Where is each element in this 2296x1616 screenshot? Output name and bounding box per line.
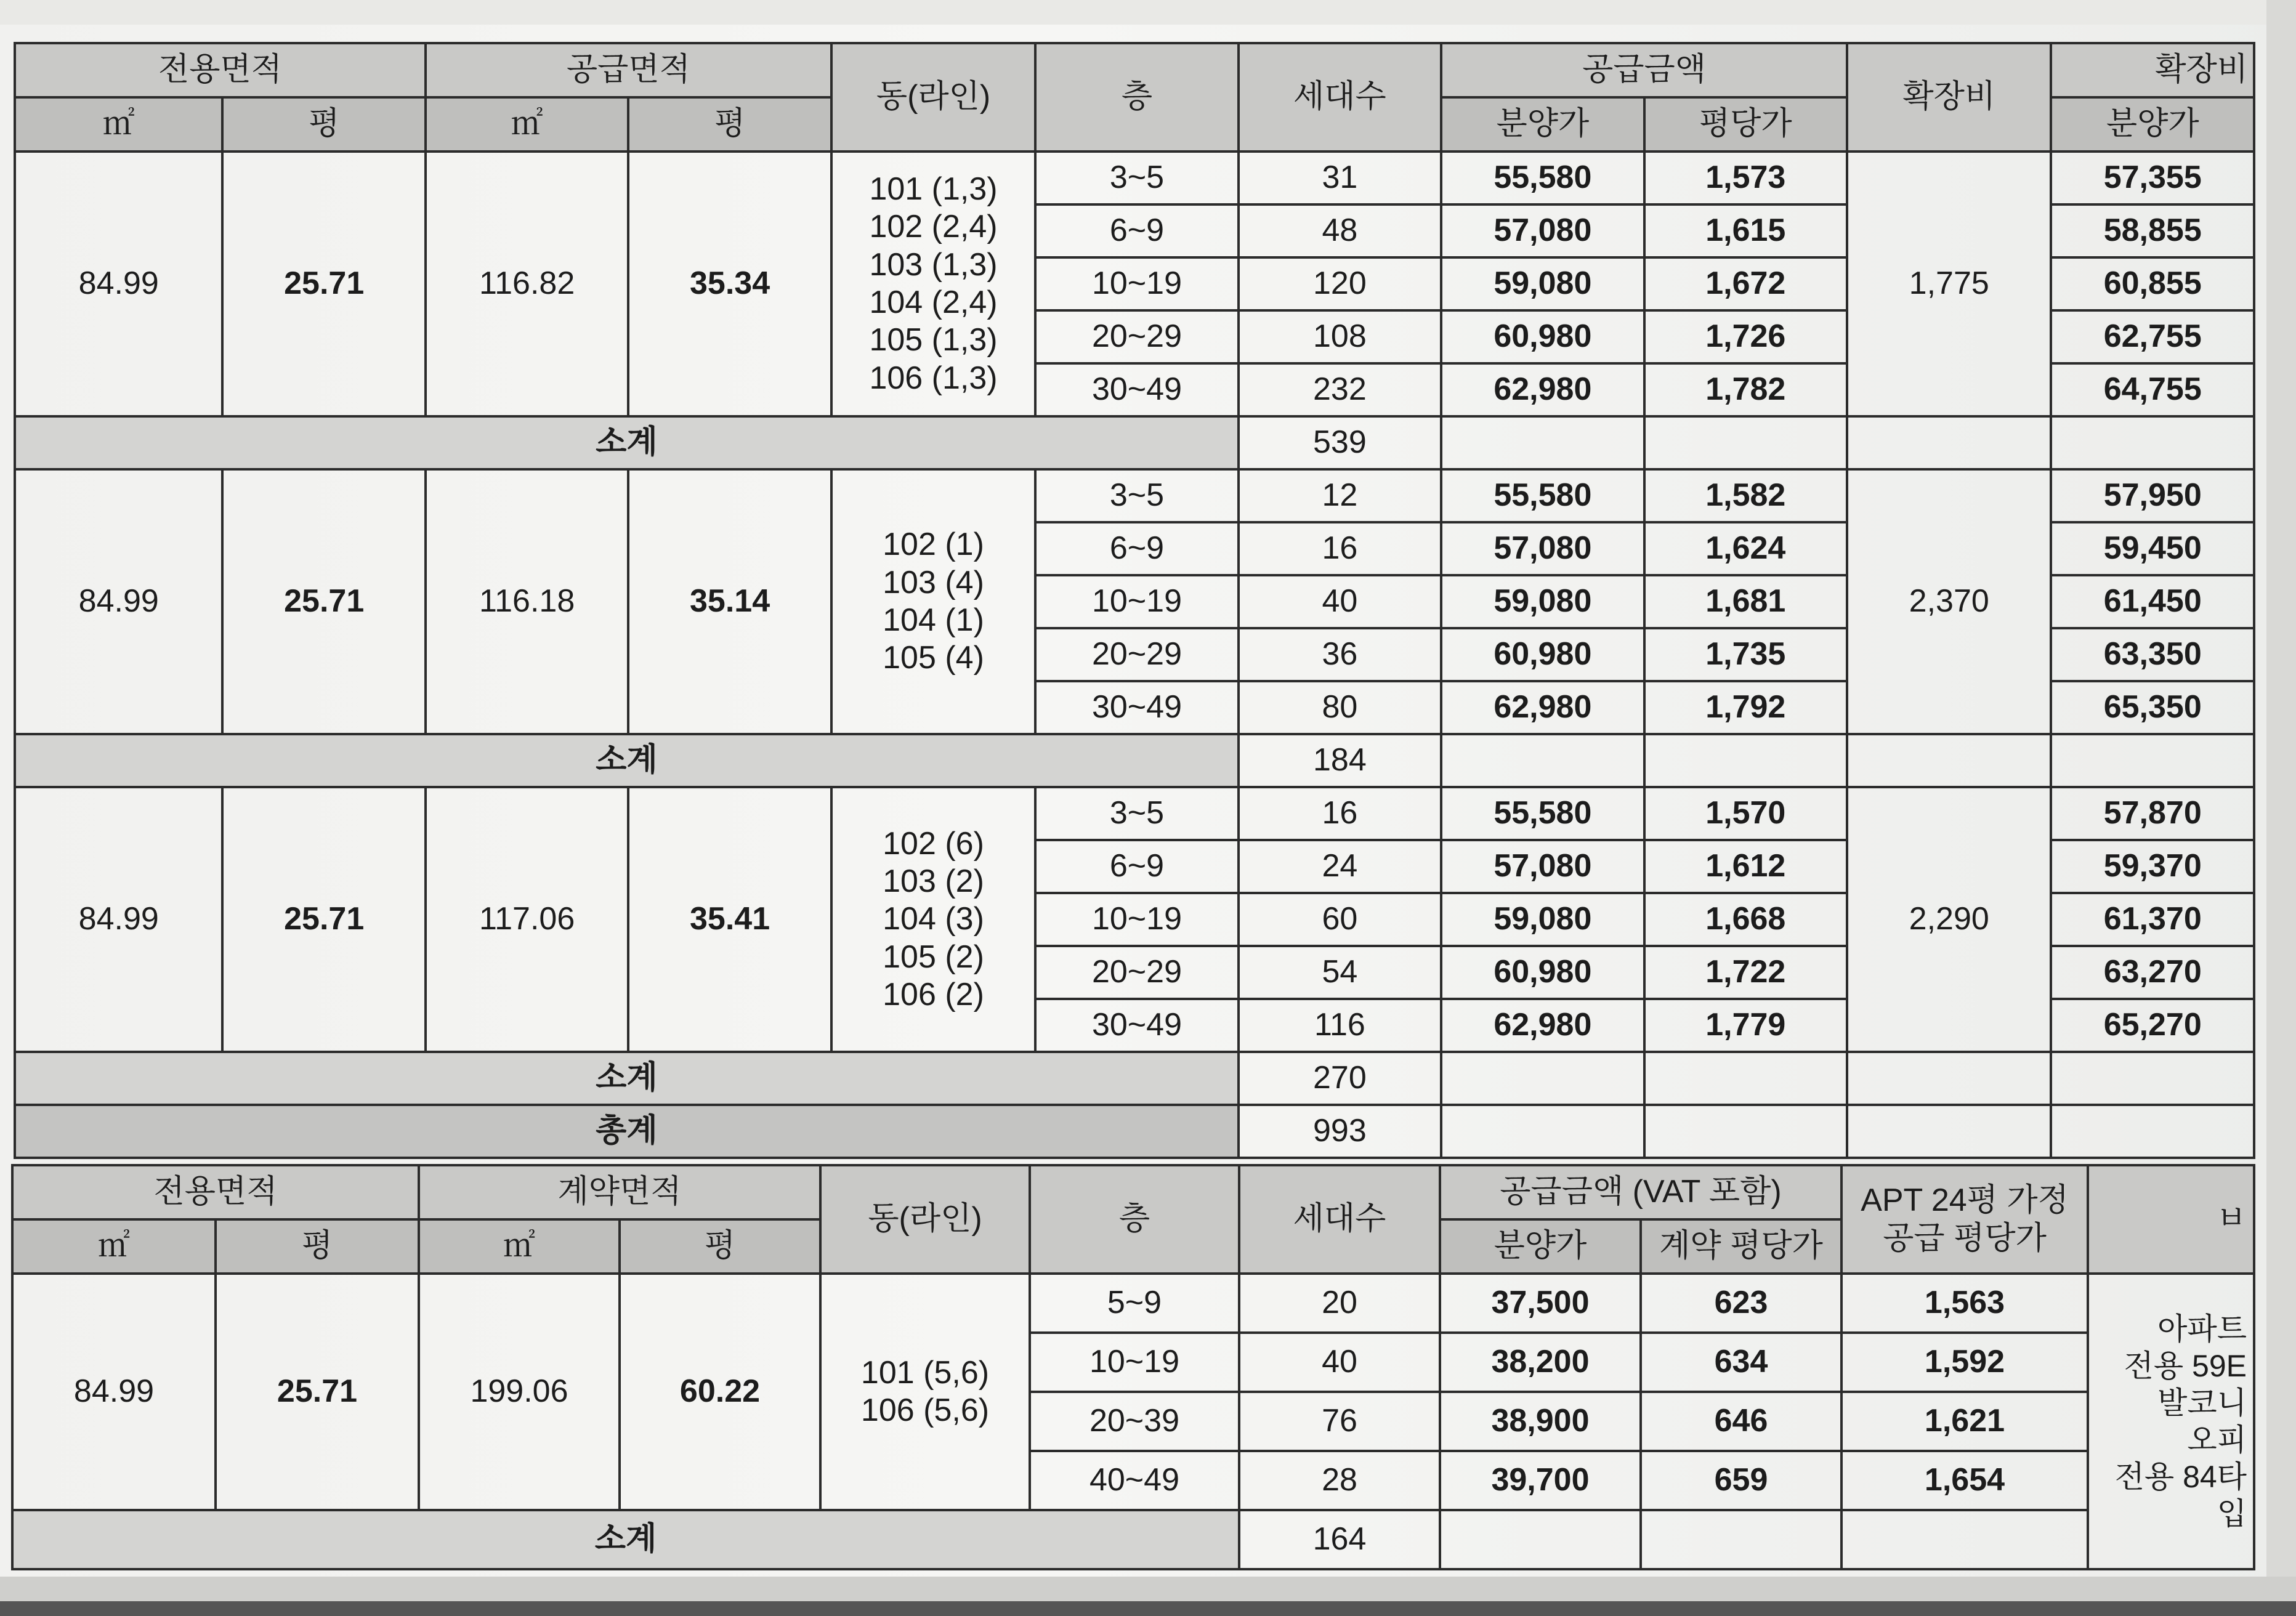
subtotal-empty: [1841, 1510, 2088, 1569]
subtotal-label: 소계: [15, 734, 1239, 787]
subtotal-empty: [1440, 1510, 1641, 1569]
households-count: 54: [1239, 946, 1441, 999]
floor-range: 30~49: [1035, 999, 1238, 1052]
sale-price: 60,980: [1441, 310, 1644, 363]
header-households: 세대수: [1239, 43, 1441, 152]
subtotal-empty: [1644, 734, 1847, 787]
price-per-pyeong: 1,779: [1644, 999, 1847, 1052]
subtotal-empty: [1441, 416, 1644, 469]
subtotal-value: 539: [1239, 416, 1441, 469]
price-per-pyeong: 1,582: [1644, 469, 1847, 522]
grand-total-empty: [1847, 1105, 2051, 1158]
price-per-pyeong: 1,672: [1644, 257, 1847, 310]
header-supply-price: 공급금액: [1441, 43, 1847, 97]
header-exclusive-sqm: ㎡: [12, 1219, 216, 1274]
total-sale-price: 58,855: [2051, 204, 2254, 257]
grand-total-empty: [2051, 1105, 2254, 1158]
apt-ppp: 1,563: [1841, 1274, 2088, 1333]
households-count: 40: [1239, 1333, 1440, 1392]
floor-range: 10~19: [1035, 257, 1238, 310]
floor-range: 20~39: [1030, 1392, 1239, 1451]
total-sale-price: 57,870: [2051, 787, 2254, 840]
sale-price: 55,580: [1441, 787, 1644, 840]
price-per-pyeong: 1,570: [1644, 787, 1847, 840]
subtotal-label: 소계: [15, 416, 1239, 469]
price-per-pyeong: 1,624: [1644, 522, 1847, 575]
subtotal-value: 164: [1239, 1510, 1440, 1569]
expansion-cost: 2,370: [1847, 469, 2051, 734]
exclusive-sqm: 84.99: [12, 1274, 216, 1510]
price-per-pyeong: 1,615: [1644, 204, 1847, 257]
sale-price: 55,580: [1441, 152, 1644, 204]
total-sale-price: 59,370: [2051, 840, 2254, 893]
desk-surface: [0, 1601, 2296, 1616]
floor-range: 6~9: [1035, 840, 1238, 893]
households-count: 31: [1239, 152, 1441, 204]
households-count: 20: [1239, 1274, 1440, 1333]
apt-ppp: 1,654: [1841, 1451, 2088, 1510]
header-sale-price-right: 분양가: [2051, 97, 2254, 152]
subtotal-empty: [1644, 1052, 1847, 1105]
supply-sqm: 117.06: [426, 787, 628, 1052]
floor-range: 3~5: [1035, 152, 1238, 204]
contract-pyeong: 60.22: [620, 1274, 820, 1510]
price-per-pyeong: 1,735: [1644, 628, 1847, 681]
households-count: 24: [1239, 840, 1441, 893]
total-sale-price: 57,355: [2051, 152, 2254, 204]
sale-price: 57,080: [1441, 522, 1644, 575]
price-table-officetel: [11, 1164, 2255, 1570]
price-per-pyeong: 1,726: [1644, 310, 1847, 363]
grand-total-empty: [1644, 1105, 1847, 1158]
page-top-edge: [0, 0, 2296, 25]
dong-line: 102 (6) 103 (2) 104 (3) 105 (2) 106 (2): [831, 787, 1035, 1052]
header-dong-line: 동(라인): [820, 1165, 1030, 1274]
total-sale-price: 61,450: [2051, 575, 2254, 628]
exclusive-pyeong: 25.71: [216, 1274, 419, 1510]
sale-price: 62,980: [1441, 363, 1644, 416]
subtotal-empty: [1441, 734, 1644, 787]
dong-line: 101 (1,3) 102 (2,4) 103 (1,3) 104 (2,4) 105 (1,3) 106 (1,3): [831, 152, 1035, 416]
grand-total-empty: [1441, 1105, 1644, 1158]
sale-price: 60,980: [1441, 946, 1644, 999]
subtotal-empty: [1847, 416, 2051, 469]
households-count: 232: [1239, 363, 1441, 416]
floor-range: 30~49: [1035, 363, 1238, 416]
floor-range: 6~9: [1035, 204, 1238, 257]
contract-ppp: 634: [1641, 1333, 1841, 1392]
contract-sqm: 199.06: [419, 1274, 620, 1510]
price-per-pyeong: 1,681: [1644, 575, 1847, 628]
floor-range: 3~5: [1035, 787, 1238, 840]
subtotal-row: [15, 416, 2254, 469]
sale-price: 55,580: [1441, 469, 1644, 522]
header-floor: 층: [1035, 43, 1238, 152]
subtotal-empty: [2051, 734, 2254, 787]
households-count: 76: [1239, 1392, 1440, 1451]
floor-range: 10~19: [1035, 575, 1238, 628]
header-exclusive-area: 전용면적: [15, 43, 426, 97]
price-per-pyeong: 1,573: [1644, 152, 1847, 204]
header-price-per-pyeong: 평당가: [1644, 97, 1847, 152]
floor-range: 5~9: [1030, 1274, 1239, 1333]
page-right-edge: [2266, 0, 2296, 1616]
subtotal-empty: [1847, 1052, 2051, 1105]
header-floor: 층: [1030, 1165, 1239, 1274]
floor-range: 40~49: [1030, 1451, 1239, 1510]
households-count: 120: [1239, 257, 1441, 310]
sale-price: 39,700: [1440, 1451, 1641, 1510]
households-count: 116: [1239, 999, 1441, 1052]
header-exclusive-area: 전용면적: [12, 1165, 419, 1219]
floor-range: 30~49: [1035, 681, 1238, 734]
exclusive-sqm: 84.99: [15, 787, 222, 1052]
grand-total-label: 총계: [15, 1105, 1239, 1158]
supply-pyeong: 35.34: [628, 152, 831, 416]
price-per-pyeong: 1,668: [1644, 893, 1847, 946]
header-contract-pyeong: 평: [620, 1219, 820, 1274]
subtotal-value: 184: [1239, 734, 1441, 787]
table-row: [15, 787, 2254, 840]
apt-ppp: 1,621: [1841, 1392, 2088, 1451]
header-dong-line: 동(라인): [831, 43, 1035, 152]
header-sale-price: 분양가: [1441, 97, 1644, 152]
header-contract-ppp: 계약 평당가: [1641, 1219, 1841, 1274]
subtotal-label: 소계: [12, 1510, 1239, 1569]
sale-price: 60,980: [1441, 628, 1644, 681]
households-count: 80: [1239, 681, 1441, 734]
subtotal-row: [15, 1052, 2254, 1105]
apt-ppp: 1,592: [1841, 1333, 2088, 1392]
households-count: 36: [1239, 628, 1441, 681]
subtotal-empty: [1441, 1052, 1644, 1105]
subtotal-row: [12, 1510, 2254, 1569]
total-sale-price: 61,370: [2051, 893, 2254, 946]
price-table-supply: [14, 42, 2255, 1159]
supply-pyeong: 35.14: [628, 469, 831, 734]
dong-line: 102 (1) 103 (4) 104 (1) 105 (4): [831, 469, 1035, 734]
sale-price: 59,080: [1441, 893, 1644, 946]
sale-price: 57,080: [1441, 204, 1644, 257]
subtotal-empty: [1644, 416, 1847, 469]
header-exclusive-pyeong: 평: [222, 97, 425, 152]
contract-ppp: 623: [1641, 1274, 1841, 1333]
grand-total-value: 993: [1239, 1105, 1441, 1158]
header-contract-area: 계약면적: [419, 1165, 820, 1219]
supply-sqm: 116.82: [426, 152, 628, 416]
households-count: 40: [1239, 575, 1441, 628]
sale-price: 38,900: [1440, 1392, 1641, 1451]
exclusive-pyeong: 25.71: [222, 152, 425, 416]
price-per-pyeong: 1,792: [1644, 681, 1847, 734]
total-sale-price: 63,350: [2051, 628, 2254, 681]
header-supply-sqm: ㎡: [426, 97, 628, 152]
expansion-cost: 1,775: [1847, 152, 2051, 416]
sale-price: 62,980: [1441, 681, 1644, 734]
subtotal-value: 270: [1239, 1052, 1441, 1105]
sale-price: 37,500: [1440, 1274, 1641, 1333]
total-sale-price: 59,450: [2051, 522, 2254, 575]
table-row: [15, 152, 2254, 204]
table-row: [15, 469, 2254, 522]
sale-price: 38,200: [1440, 1333, 1641, 1392]
households-count: 48: [1239, 204, 1441, 257]
exclusive-pyeong: 25.71: [222, 787, 425, 1052]
subtotal-empty: [1847, 734, 2051, 787]
total-sale-price: 62,755: [2051, 310, 2254, 363]
sale-price: 62,980: [1441, 999, 1644, 1052]
floor-range: 20~29: [1035, 946, 1238, 999]
table-row: [12, 1274, 2254, 1333]
header-expansion-cost: 확장비: [1847, 43, 2051, 152]
total-sale-price: 64,755: [2051, 363, 2254, 416]
expansion-cost: 2,290: [1847, 787, 2051, 1052]
sale-price: 57,080: [1441, 840, 1644, 893]
sale-price: 59,080: [1441, 575, 1644, 628]
header-supply-area: 공급면적: [426, 43, 831, 97]
supply-sqm: 116.18: [426, 469, 628, 734]
households-count: 108: [1239, 310, 1441, 363]
header-supply-pyeong: 평: [628, 97, 831, 152]
total-sale-price: 60,855: [2051, 257, 2254, 310]
subtotal-empty: [1641, 1510, 1841, 1569]
sale-price: 59,080: [1441, 257, 1644, 310]
header-sale-price: 분양가: [1440, 1219, 1641, 1274]
price-per-pyeong: 1,782: [1644, 363, 1847, 416]
exclusive-sqm: 84.99: [15, 469, 222, 734]
contract-ppp: 646: [1641, 1392, 1841, 1451]
households-count: 16: [1239, 522, 1441, 575]
header-apt-assumption: APT 24평 가정 공급 평당가: [1841, 1165, 2088, 1274]
total-sale-price: 65,270: [2051, 999, 2254, 1052]
note-text: 아파트 전용 59E 발코니 오피 전용 84타입: [2088, 1274, 2254, 1569]
floor-range: 20~29: [1035, 628, 1238, 681]
floor-range: 20~29: [1035, 310, 1238, 363]
households-count: 12: [1239, 469, 1441, 522]
households-count: 60: [1239, 893, 1441, 946]
contract-ppp: 659: [1641, 1451, 1841, 1510]
subtotal-empty: [2051, 416, 2254, 469]
price-per-pyeong: 1,722: [1644, 946, 1847, 999]
header-exclusive-pyeong: 평: [216, 1219, 419, 1274]
floor-range: 10~19: [1035, 893, 1238, 946]
price-per-pyeong: 1,612: [1644, 840, 1847, 893]
header-supply-price-vat: 공급금액 (VAT 포함): [1440, 1165, 1841, 1219]
header-contract-sqm: ㎡: [419, 1219, 620, 1274]
subtotal-label: 소계: [15, 1052, 1239, 1105]
supply-pyeong: 35.41: [628, 787, 831, 1052]
total-sale-price: 57,950: [2051, 469, 2254, 522]
households-count: 16: [1239, 787, 1441, 840]
header-households: 세대수: [1239, 1165, 1440, 1274]
exclusive-sqm: 84.99: [15, 152, 222, 416]
floor-range: 10~19: [1030, 1333, 1239, 1392]
header-exclusive-sqm: ㎡: [15, 97, 222, 152]
subtotal-row: [15, 734, 2254, 787]
exclusive-pyeong: 25.71: [222, 469, 425, 734]
dong-line: 101 (5,6) 106 (5,6): [820, 1274, 1030, 1510]
floor-range: 3~5: [1035, 469, 1238, 522]
header-note: ㅂ: [2088, 1165, 2254, 1274]
header-expansion-cost-right: 확장비: [2051, 43, 2254, 97]
subtotal-empty: [2051, 1052, 2254, 1105]
households-count: 28: [1239, 1451, 1440, 1510]
floor-range: 6~9: [1035, 522, 1238, 575]
total-sale-price: 63,270: [2051, 946, 2254, 999]
total-sale-price: 65,350: [2051, 681, 2254, 734]
